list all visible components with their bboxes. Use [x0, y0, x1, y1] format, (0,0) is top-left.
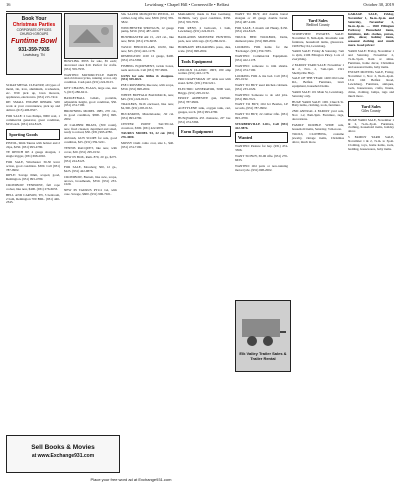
listing: 2ND ANNUAL 4 FAMILY yard sale, Nov. 1-2, 8am-3pm. Furniture, rugs, decorations.	[292, 109, 344, 121]
listing: FISHING EQUIPMENT, tackle boxes, reels and rods. Call (931) 787-9902.	[121, 63, 174, 72]
listing: 2 FAMILY YARD SALE: November 1 & 2, Nov. 2, 7am-1pm. 1321 Shelbyville Hwy.	[292, 62, 344, 75]
listing: YARD SALE: 101 Main St, Lewisburg. Saturday only.	[292, 89, 344, 98]
footer-note: Place your free word ad at Exchange931.com	[90, 477, 172, 482]
listing: WANTED: Pasture for hay. (931) 474-3366.	[235, 144, 288, 153]
listing: TASCO BINOCULARS, 10x50, like new, $25. (931) 422-1178.	[121, 44, 174, 53]
listing: BASKETBALL GOAL, portable, adjustable height, good condition, $50. (931) 474-7190.	[64, 95, 117, 108]
listing: FOR SALE: 2 Gas Pumps, 8000 watt, 1 commercial generator, great condition, $250 each. (931) 224-8123.	[6, 113, 60, 126]
page-header	[6, 2, 394, 12]
listing: GARAGE SALE, Friday, November 1, 8a.m.-3p.m. and Saturday, November 2, 8a.m.-4p.m. — 1828 Ellington Parkway. Household items, furniture, kids clothes, purses, gifts, décor, holiday items, seasonal clothing and much more. Good prices!	[348, 12, 394, 48]
listing: RE: SMALL ENGINE REPAIR. Will work at your convenience, pick up and deliver. (615) 406-8327.	[6, 100, 60, 113]
header-date: October 30, 2019	[363, 2, 394, 7]
listing: BADLANDS MONSTER HUNTING pack, new with tags. (615) 286-6211.	[178, 35, 231, 44]
listing: TOOLS, CLOTHING, costume jewelry, vintage items, Christmas décor, much more.	[292, 132, 344, 145]
listing: FOR SALE, 3 month old Husky, $150. (931) 224-8123.	[235, 25, 288, 34]
listing: TRUCK BED TOOLBOX, Delta, diamond plate. (931) 698-2002.	[235, 35, 288, 44]
listing: WANTED: Commercial Equipment. (931) 422-1178.	[235, 54, 288, 63]
shop-ad-image	[64, 13, 118, 59]
category-yard-sales-bedford: Yard Sales Bedford County	[292, 15, 344, 31]
listing: WANT TO BUY, 30-06 rifle. (931) 276-6633.	[235, 154, 288, 162]
ad-phone: 931-359-7935	[18, 47, 50, 53]
listing: CROSSBOW TENPOINT, full rope cocker, like new, $400. (931) 276-6633.	[6, 183, 60, 191]
listing: GUNS for sale. Rifles & shotguns. (931) 359-4021.	[121, 73, 174, 82]
elk-valley-trailer-ad	[235, 300, 291, 372]
category-farm-equipment: Farm Equipment	[178, 126, 231, 137]
column-4	[178, 13, 231, 139]
listing: NEW IN BOX, Rem. 870, 20 ga, $275. (931) 224-8123.	[64, 155, 117, 164]
ad-brand-name: Funtime Bowl	[11, 38, 57, 45]
listing: YARD SALE: Friday, November 1 and Saturday, November 2, 7a.m.-5p.m. Rain or shine. Furniture, home décor, Christmas and seasonal items, baby items.	[348, 48, 394, 69]
listing: ESTATE MOVING SALE, Friday, November 1, Nov. 2, 8a.m.-4p.m. 1311 Old Belfast Road, Lewisburg. Furniture, antiques, tools, housewares, crafts, linens, china, clothing, lamps, rugs and much more.	[348, 70, 394, 98]
listing: WANT TO BUY, 410 double barrel shotgun or 20 gauge double barrel. (931) 487-4100.	[235, 12, 288, 24]
funtime-bowl-ad	[6, 13, 62, 75]
listing: SIG SAUER MOSQUITO PISTOL, 22 caliber, long rifle, new, $300. (931) 359-5822.	[121, 12, 174, 24]
listing: ACETYLENE tank, oxygen tank, cart, gauges, torch. (931) 993-4780.	[178, 105, 231, 114]
ad-title: Elk Valley Trailer Sales & Trailer Rental	[239, 351, 287, 361]
listing: STURBERVILLE LOG, Call (931) 422-9876.	[235, 121, 288, 130]
page-number: 16	[6, 2, 11, 7]
listing: BUCKSKINS, Muzzleloader, .50 cal. (931) 993-4780.	[121, 112, 174, 120]
listing: CENTER POINT TACTICAL crossbow, $300. (931) 422-9876.	[121, 121, 174, 130]
listing: HORNADY RELOADING press, dies, scale. (931) 698-2002.	[178, 44, 231, 53]
category-tools-equipment: Tools Equipment	[178, 56, 231, 67]
listing: CROSSBOW, Barnett, like new, scope, arrows, broadheads, $350. (931) 233-1029.	[64, 174, 117, 187]
listing: KEY CHAINS, FLAGS, large one, size 5, (615) 286-6211.	[64, 86, 117, 94]
listing: TENNIS RACQUET, like new, with cover, $20. (931) 295-0132.	[64, 145, 117, 154]
listing: 20 CALIBER BRASS, (300 count), new, fired cleaned, deprimed and sized, ready to reload, $30. (931) 993-4780.	[64, 122, 117, 135]
column-5	[235, 13, 288, 174]
listing: FAMILY DOUBLE WIDE sale, household items, Saturday, 7am-noon.	[292, 122, 344, 131]
column-1	[6, 84, 60, 207]
listing: Airbrush, GUN SCOPE for sale, good condition, $25. (931) 359-5221.	[64, 136, 117, 145]
ad-url[interactable]: at www.Exchange931.com	[31, 453, 95, 459]
listing: WANTED: Someone to do odd jobs. (931) 996-7021.	[235, 92, 288, 101]
listing: FOR RENT, 2 bedroom, 1 bath, Lewisburg. (931) 224-8123.	[178, 25, 231, 34]
trailer-icon	[240, 311, 286, 351]
listing: YARD SALE: Friday & Saturday, 7am to 2pm, 2106 Ellington Pkwy. Lots of everything.	[292, 49, 344, 62]
listing: LOOKING FOR A tire bed. Call (931) 295-0132.	[235, 73, 288, 82]
listing: PSE CROSSBOW, like new, with scope, $350. (931) 698-2002.	[121, 83, 174, 92]
listing: PISTOL, 9mm Taurus with holster and 2 clips, $250. (931) 993-4780.	[6, 140, 60, 149]
ad-address: Lewisburg, TN	[23, 53, 45, 57]
header-title: Lewisburg • Chapel Hill • Cornersville • Belfast	[144, 2, 230, 7]
category-yard-sales-giles: Yard Sales Giles County	[348, 101, 394, 117]
shop-logo-icon	[67, 21, 115, 51]
listing: WANT TO BUY used kitchen cabinets. (931) 233-1029.	[235, 83, 288, 92]
listing: NEW IN TAURUS PT111 G2, with case. Savage, $600. (931) 996-7021.	[64, 188, 117, 197]
ad-headline: Book Your	[21, 16, 47, 22]
listing: LINCOLN CLASSIC 180T, 180 amp welder. (931) 422-1178.	[178, 67, 231, 76]
listing: BOWLING PINS for sale, $5 each; decorated ones $10. Perfect for crafts. (931) 359-7935.	[64, 59, 117, 71]
listing: HUGE YARD SALE, November 1 & 2, 7a.m.-3p.m. Furniture, clothing, household items, holiday décor.	[348, 117, 394, 134]
category-wanted: Wanted	[235, 132, 288, 143]
column-7	[348, 13, 394, 153]
listing: BUSHMASTER AR 15, .223 cal., like new, $950. (931) 276-6633.	[121, 35, 174, 44]
ad-line-3: CORPORATE OFFICES	[16, 28, 52, 32]
listing: BROWNING MODEL 1885, 270 cal., in good condition, $800. (931) 698-2002.	[64, 109, 117, 121]
column-2	[64, 60, 117, 199]
listing: WANTED: Old parts or non-running motorcycle. (931) 698-2002.	[235, 163, 288, 172]
listing: BELL AND CARSON, TN, 3 bedroom, 2 bath, Remington 700 BDL. (931) 446-2345.	[6, 192, 60, 205]
listing: WANTED: someone to trim shrubs. (931) 474-7190.	[235, 63, 288, 72]
listing: WHITE BUFFALO BACKPACK, new, $45. (931) 224-8123.	[121, 92, 174, 101]
listing: REMINGTON 1100 12 gauge, $400. (931) 474-3366.	[121, 54, 174, 63]
listing: HUGE YARD SALE: 1001 Church St. Baby items, clothing, tools, furniture.	[292, 99, 344, 108]
listing: WANT TO BUY, Old Jet Beatles, LP records, (931) 787-9902.	[235, 102, 288, 111]
column-6	[292, 13, 344, 147]
listing: SALE OF THE YEAR: 1400 Old Lane Rd., Belfast. Furniture, lawn equipment, household items.	[292, 76, 344, 89]
listing: ELECTRIC GENERATOR, 5000 watt, Briggs. (931) 295-0132.	[178, 86, 231, 95]
listing: STONEVIEW ESTATES SALE: November 8, 8am-4pm. Roadside sale furniture, household items, glassware. 1908 Hwy 64, Lewisburg.	[292, 32, 344, 48]
ad-title: Sell Books & Movies	[31, 444, 95, 451]
listing: TAURUS MODEL 94, 22 cal. (931) 276-4000.	[121, 131, 174, 140]
listing: WINCHESTER SHOTGUN, 12 gauge pump, $250. (931) 487-4100.	[121, 25, 174, 34]
category-sporting-goods: Sporting Goods	[6, 129, 60, 140]
ad-headline-2: Christmas Parties	[12, 22, 56, 28]
listing: FOR SALE, Winchester 30-30 lever action, good condition. $300. Call (931) 787-9902.	[6, 159, 60, 172]
listing: RIFLE: Savage 6mm, scoped, good, Remington. (931) 993-4780.	[6, 173, 60, 182]
listing: SCRAP METAL CLEANUP, all types of metal, tin, iron, aluminum, 4-wheelers, etc. Will pick up, lawn mowers, appliances, electronics. (931) 215-7412.	[6, 83, 60, 99]
listing: MOSSY OAK camo coat, size L, $40. (931) 474-7190.	[121, 140, 174, 149]
ad-line-4: CHURCH GROUPS	[19, 32, 49, 36]
listing: WANT TO BUY, 22 caliber rifle. (931) 993-4780.	[235, 112, 288, 120]
column-3	[121, 13, 174, 151]
listing: LOOKING FOR items for the 'Exchange'. (931) 359-7935.	[235, 44, 288, 53]
listing: MAKAROV, made in East Germany, 9x18mm, very good condition, $350. (931) 359-7935.	[178, 12, 231, 24]
listing: EPOXY ADHESIVE gun, DeWalt. (931) 787-9902.	[178, 96, 231, 105]
sell-books-ad	[6, 435, 120, 473]
listing: TE RENCH RE 4 gauge shotgun, 1 single trigger, (931) 698-2002.	[6, 150, 60, 159]
listing: TRAILERS, 8x16 enclosed, like new, $2,300. (931) 295-0132.	[121, 102, 174, 111]
listing: 5 FAMILY YARD SALE, November 1 & 2, 7a.m. to 3p.m. Clothing, toys, home items, tools, bedding, housewares, baby items.	[348, 135, 394, 151]
listing: FOR SALE, Mossberg 500, 12 ga., $225. (931) 422-9876.	[64, 165, 117, 173]
listing: HUSQVARNA 455 chainsaw, 20" bar. (931) 474-3366.	[178, 115, 231, 124]
listing: PRO CRAFTSMAN 10" table saw with stand. $250. (931) 359-5221.	[178, 77, 231, 86]
listing: WANTED: MOTORCYCLE PARTS and old motorcycles, running or not, any condition. Cash paid. (931) 224-8123.	[64, 72, 117, 85]
